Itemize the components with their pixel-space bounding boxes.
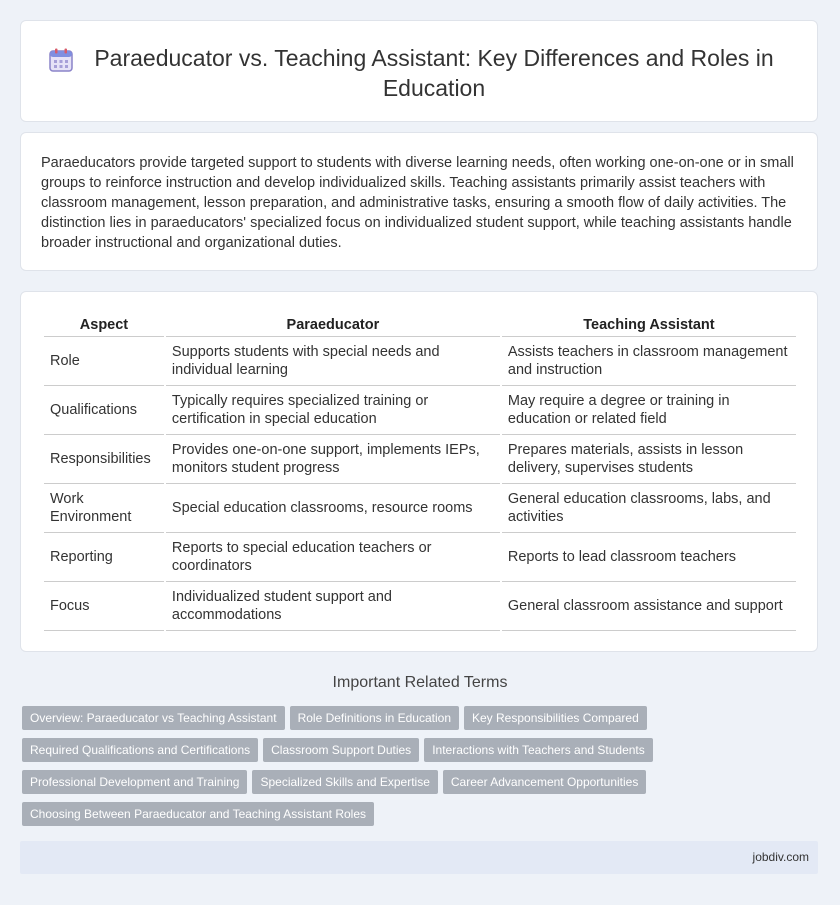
related-term-tag[interactable]: Overview: Paraeducator vs Teaching Assistant xyxy=(22,706,285,730)
paraeducator-cell: Special education classrooms, resource rooms xyxy=(166,484,500,533)
table-row xyxy=(44,533,796,582)
teaching-assistant-cell: Assists teachers in classroom management and instruction xyxy=(502,337,796,386)
paraeducator-cell: Individualized student support and accommodations xyxy=(166,582,500,631)
footer xyxy=(20,841,818,874)
related-term-tag[interactable]: Required Qualifications and Certifications xyxy=(22,738,258,762)
aspect-cell: Focus xyxy=(44,582,164,631)
related-term-tag[interactable]: Key Responsibilities Compared xyxy=(464,706,647,730)
table-row xyxy=(44,386,796,435)
comparison-table xyxy=(42,314,798,631)
aspect-cell: Reporting xyxy=(44,533,164,582)
related-term-tag[interactable]: Professional Development and Training xyxy=(22,770,247,794)
related-terms-list xyxy=(22,706,822,834)
related-term-tag[interactable]: Specialized Skills and Expertise xyxy=(252,770,437,794)
teaching-assistant-cell: General education classrooms, labs, and activities xyxy=(502,484,796,533)
header-card xyxy=(20,20,818,122)
table-row xyxy=(44,337,796,386)
related-term-tag[interactable]: Career Advancement Opportunities xyxy=(443,770,646,794)
related-term-tag[interactable]: Classroom Support Duties xyxy=(263,738,419,762)
paraeducator-cell: Supports students with special needs and individual learning xyxy=(166,337,500,386)
intro-card xyxy=(20,132,818,271)
column-header-paraeducator: Paraeducator xyxy=(166,314,500,337)
paraeducator-cell: Typically requires specialized training or certification in special education xyxy=(166,386,500,435)
table-header-row xyxy=(44,314,796,337)
aspect-cell: Qualifications xyxy=(44,386,164,435)
aspect-cell: Responsibilities xyxy=(44,435,164,484)
table-row xyxy=(44,484,796,533)
intro-paragraph: Paraeducators provide targeted support to students with diverse learning needs, often working one-on-one or in small groups to reinforce instruction and develop individualized skills. Teaching assistants primarily assist teachers with classroom management, lesson preparation, and administrative tasks, ensuring a smooth flow of daily activities. The distinction lies in paraeducators' specialized focus on individualized student support, while teaching assistants handle broader instructional and organizational duties. xyxy=(41,155,794,251)
related-terms-heading: Important Related Terms xyxy=(332,674,508,691)
teaching-assistant-cell: Reports to lead classroom teachers xyxy=(502,533,796,582)
teaching-assistant-cell: Prepares materials, assists in lesson delivery, supervises students xyxy=(502,435,796,484)
table-row xyxy=(44,582,796,631)
table-row xyxy=(44,435,796,484)
related-term-tag[interactable]: Role Definitions in Education xyxy=(290,706,459,730)
footer-site-link[interactable]: jobdiv.com xyxy=(752,850,809,864)
related-term-tag[interactable]: Choosing Between Paraeducator and Teaching Assistant Roles xyxy=(22,802,374,826)
paraeducator-cell: Provides one-on-one support, implements IEPs, monitors student progress xyxy=(166,435,500,484)
teaching-assistant-cell: May require a degree or training in education or related field xyxy=(502,386,796,435)
related-term-tag[interactable]: Interactions with Teachers and Students xyxy=(424,738,653,762)
aspect-cell: Work Environment xyxy=(44,484,164,533)
teaching-assistant-cell: General classroom assistance and support xyxy=(502,582,796,631)
comparison-card xyxy=(20,291,818,652)
paraeducator-cell: Reports to special education teachers or coordinators xyxy=(166,533,500,582)
column-header-teaching-assistant: Teaching Assistant xyxy=(502,314,796,337)
page-title: Paraeducator vs. Teaching Assistant: Key Differences and Roles in Education xyxy=(94,45,774,101)
aspect-cell: Role xyxy=(44,337,164,386)
column-header-aspect: Aspect xyxy=(44,314,164,337)
